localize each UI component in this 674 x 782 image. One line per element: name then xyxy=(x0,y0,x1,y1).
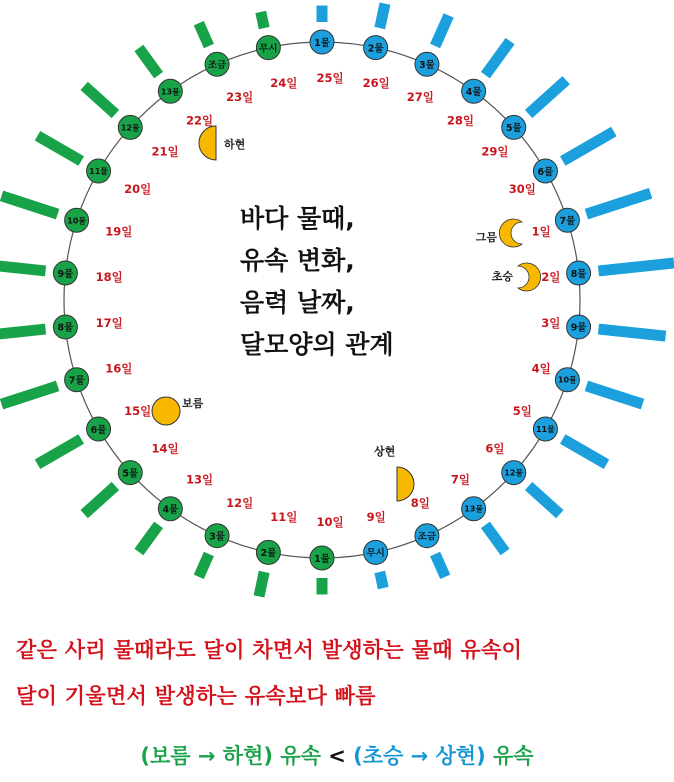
tide-node-label: 4물 xyxy=(465,87,482,99)
speed-comparison xyxy=(0,740,674,770)
center-title-line: 유속 변화, xyxy=(240,246,355,275)
full-moon-icon xyxy=(152,397,180,425)
tide-node-label: 조금 xyxy=(417,531,437,543)
current-strength-bar xyxy=(485,41,510,75)
current-strength-bar xyxy=(139,525,159,552)
waning-crescent-moon-icon xyxy=(499,219,522,247)
lunar-day-label: 27일 xyxy=(406,90,434,105)
lunar-day-label: 16일 xyxy=(105,361,133,376)
current-strength-bar xyxy=(0,329,46,336)
tide-node-label: 7물 xyxy=(68,375,85,387)
moon-phase-label: 하현 xyxy=(224,138,246,151)
tide-node-label: 10물 xyxy=(67,216,87,226)
center-title-line: 음력 날짜, xyxy=(240,288,355,317)
current-strength-bar xyxy=(259,572,264,596)
current-strength-bar xyxy=(0,264,46,271)
tide-node-label: 11물 xyxy=(89,167,109,176)
lunar-day-label: 20일 xyxy=(124,182,152,196)
tide-node-label: 8물 xyxy=(57,322,74,334)
note-line-2: 달이 기울면서 발생하는 유속보다 빠름 xyxy=(16,684,376,708)
tide-node-label: 11물 xyxy=(535,425,555,434)
lunar-day-label: 10일 xyxy=(316,515,344,529)
current-strength-bar xyxy=(435,554,445,577)
current-strength-bar xyxy=(84,86,115,114)
comparison-left: (보름 → 하현) 유속 xyxy=(140,744,321,768)
lunar-day-label: 14일 xyxy=(151,441,179,456)
current-strength-bar xyxy=(529,80,567,114)
note-line-1: 같은 사리 물때라도 달이 차면서 발생하는 물때 유속이 xyxy=(16,638,523,662)
lunar-day-label: 21일 xyxy=(151,144,179,159)
comparison-operator: < xyxy=(328,744,346,768)
current-strength-bar xyxy=(586,193,650,214)
moon-phase-label: 상현 xyxy=(374,445,396,458)
tide-node-label: 1물 xyxy=(314,553,330,565)
lunar-day-label: 26일 xyxy=(362,75,390,90)
current-strength-bar xyxy=(598,329,665,336)
tide-node-label: 5물 xyxy=(505,123,522,135)
lunar-day-label: 2일 xyxy=(541,269,561,284)
lunar-day-label: 5일 xyxy=(512,404,532,418)
lunar-day-label: 6일 xyxy=(485,441,505,456)
current-strength-bar xyxy=(1,196,57,214)
current-strength-bar xyxy=(485,525,505,552)
current-strength-bar xyxy=(38,439,82,464)
tide-node-label: 4물 xyxy=(162,504,179,516)
center-title xyxy=(240,198,500,366)
current-strength-bar xyxy=(435,15,449,46)
current-strength-bar xyxy=(1,386,57,404)
lunar-day-label: 30일 xyxy=(508,182,536,196)
tide-node-label: 13물 xyxy=(464,504,484,514)
tide-node-label: 12물 xyxy=(120,123,140,133)
current-strength-bar xyxy=(261,12,264,28)
comparison-right-paren: (초승 → 상현) xyxy=(353,744,486,768)
tide-node-label: 6물 xyxy=(90,424,107,436)
current-strength-bar xyxy=(563,439,607,464)
lunar-day-label: 3일 xyxy=(541,316,561,331)
tide-node-label: 9물 xyxy=(570,322,587,334)
lunar-day-label: 17일 xyxy=(95,316,123,331)
lunar-day-label: 28일 xyxy=(446,113,475,128)
lunar-day-label: 18일 xyxy=(95,269,123,284)
lunar-day-label: 25일 xyxy=(316,71,344,85)
lunar-day-label: 1일 xyxy=(531,224,551,239)
lunar-day-label: 12일 xyxy=(226,495,254,510)
tide-node-label: 3물 xyxy=(419,60,435,72)
tide-node-label: 2물 xyxy=(367,43,384,55)
tide-node-label: 6물 xyxy=(537,166,554,178)
moon-phase-label: 보름 xyxy=(182,397,204,410)
current-strength-bar xyxy=(139,48,159,75)
moon-phase-label: 그믐 xyxy=(475,231,497,244)
current-strength-bar xyxy=(380,4,385,28)
lunar-day-label: 29일 xyxy=(481,144,509,159)
waxing-crescent-moon-icon xyxy=(518,263,541,291)
current-strength-bar xyxy=(380,572,383,588)
current-strength-bar xyxy=(598,263,674,271)
tide-node-label: 1물 xyxy=(314,37,330,49)
lunar-day-label: 7일 xyxy=(450,472,471,487)
current-strength-bar xyxy=(586,386,642,404)
lunar-day-label: 23일 xyxy=(226,90,254,105)
center-title-line: 바다 물때, xyxy=(240,204,355,233)
comparison-right-word: 유속 xyxy=(492,744,534,768)
tide-node-label: 무시 xyxy=(259,43,278,55)
current-strength-bar xyxy=(84,486,115,514)
lunar-day-label: 8일 xyxy=(410,495,430,510)
tide-node-label: 12물 xyxy=(504,468,524,478)
current-strength-bar xyxy=(529,486,560,514)
tide-node-label: 13물 xyxy=(160,87,180,97)
tide-node-label: 조금 xyxy=(207,60,227,72)
tide-node-label: 10물 xyxy=(557,375,577,385)
tide-node-label: 3물 xyxy=(209,531,225,543)
lunar-day-label: 15일 xyxy=(124,404,152,418)
current-strength-bar xyxy=(38,136,82,161)
current-strength-bar xyxy=(563,132,614,162)
tide-node-label: 무시 xyxy=(366,548,385,560)
lunar-day-label: 22일 xyxy=(185,113,214,128)
center-title-line: 달모양의 관계 xyxy=(240,330,394,359)
tide-node-label: 2물 xyxy=(260,548,277,560)
lunar-day-label: 24일 xyxy=(270,75,298,90)
moon-phase-label: 초승 xyxy=(491,270,513,283)
lunar-day-label: 19일 xyxy=(105,224,133,239)
tide-node-label: 5물 xyxy=(122,468,139,480)
current-strength-bar xyxy=(199,23,209,46)
tide-node-label: 7물 xyxy=(559,216,576,228)
lunar-day-label: 13일 xyxy=(185,472,214,487)
lunar-day-label: 9일 xyxy=(366,510,386,525)
lunar-day-label: 4일 xyxy=(531,361,551,376)
tide-node-label: 8물 xyxy=(570,268,587,280)
tide-node-label: 9물 xyxy=(57,268,74,280)
lunar-day-label: 11일 xyxy=(270,510,298,525)
current-strength-bar xyxy=(199,554,209,577)
last-quarter-moon-icon xyxy=(199,126,216,160)
